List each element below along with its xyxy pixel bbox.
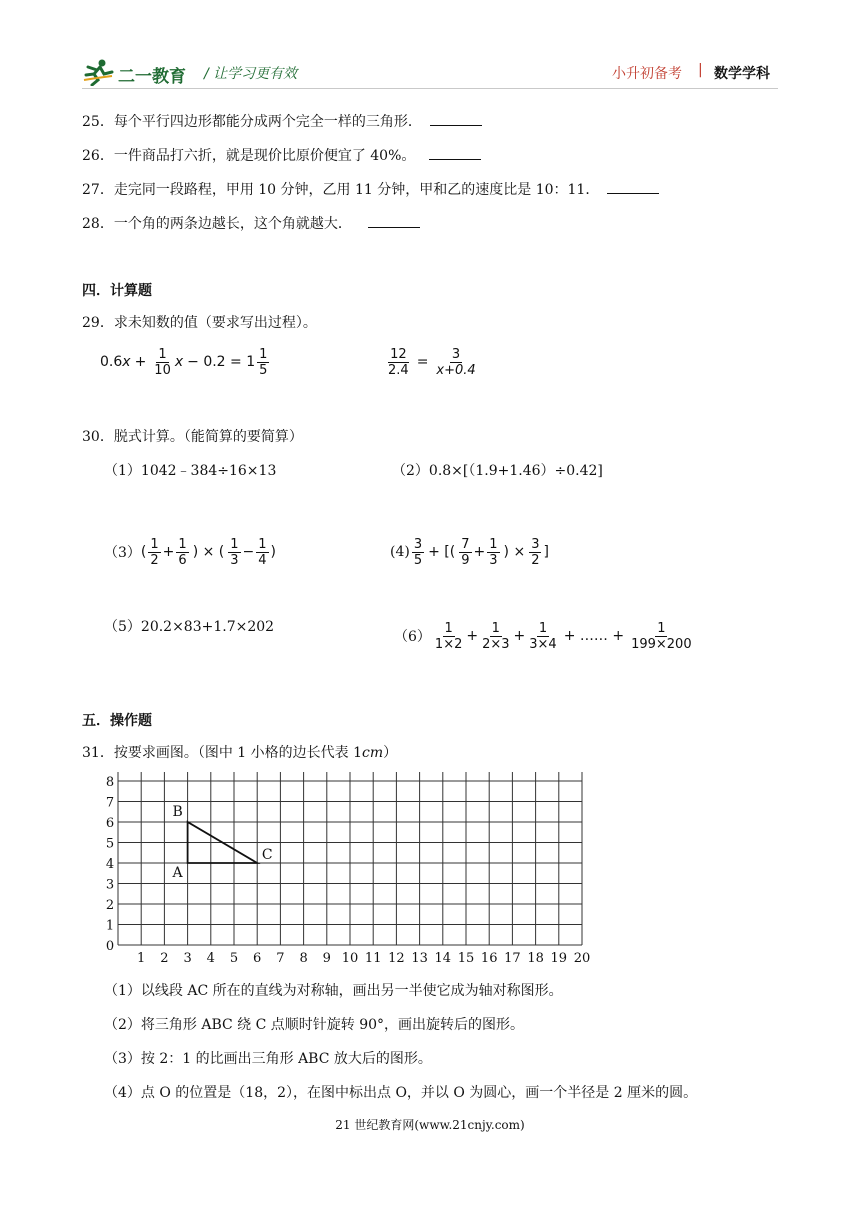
problem-6 <box>394 618 696 654</box>
task-4: （4）点 O 的位置是（18，2），在图中标出点 O，并以 O 为圆心，画一个半径是 2 厘米的圆。 <box>104 1085 698 1101</box>
question-text: 26．一件商品打六折，就是现价比原价便宜了 40%。 <box>82 148 416 164</box>
question-26 <box>82 146 481 165</box>
op: + <box>162 544 175 560</box>
problem-3 <box>104 534 276 570</box>
equation-1 <box>100 344 271 380</box>
logo-text: 二一教育 <box>118 67 186 87</box>
subject: 数学学科 <box>714 66 770 82</box>
question-30: 30．脱式计算。（能简算的要简算） <box>82 429 303 445</box>
eq-op: = <box>416 354 429 370</box>
fraction: $\frac{1}{4}$ <box>258 536 267 568</box>
y-tick-label: 7 <box>105 795 115 811</box>
header <box>82 56 778 88</box>
fraction: $\frac{1}{3}$ <box>230 536 239 568</box>
y-tick-label: 2 <box>105 898 115 913</box>
fraction: $\frac{3}{5}$ <box>413 536 423 568</box>
problem-2: （2）0.8×[（1.9+1.46）÷0.42] <box>392 463 603 479</box>
question-text: 28．一个角的两条边越长，这个角就越大． <box>82 216 352 232</box>
problem-label: （6） <box>394 629 431 645</box>
x-tick-label: 13 <box>411 951 428 966</box>
problem-4 <box>390 534 549 570</box>
fraction: $\frac{3}{x+0.4}$ <box>436 346 476 378</box>
answer-blank[interactable] <box>430 112 482 126</box>
point-label-c: C <box>261 847 273 863</box>
answer-blank[interactable] <box>607 180 659 194</box>
equation-2 <box>384 344 480 380</box>
question-29: 29．求未知数的值（要求写出过程）。 <box>82 315 317 331</box>
exam-type: 小升初备考 <box>612 66 682 82</box>
question-text: 27．走完同一段路程，甲用 10 分钟，乙用 11 分钟，甲和乙的速度比是 10：11． <box>82 182 600 198</box>
op: + <box>513 628 526 644</box>
fraction: $\frac{1}{1\times 2}$ <box>434 620 463 652</box>
y-tick-label: 6 <box>105 816 115 831</box>
eq-term: 0.6 <box>100 354 123 370</box>
x-tick-label: 12 <box>388 951 405 966</box>
y-tick-label: 3 <box>105 877 115 893</box>
y-tick-label: 0 <box>105 939 115 954</box>
fraction: $\frac{1}{199\times 200}$ <box>631 620 692 652</box>
y-tick-label: 8 <box>105 775 115 790</box>
problem-label: （3） <box>104 545 141 561</box>
question-25 <box>82 112 482 131</box>
point-label-b: B <box>172 804 183 820</box>
footer: 21 世纪教育网(www.21cnjy.com) <box>335 1118 525 1132</box>
coordinate-grid <box>96 772 606 972</box>
unit: cm <box>361 745 384 761</box>
bracket: ] <box>543 544 549 560</box>
answer-blank[interactable] <box>429 146 481 160</box>
eq-op: − 0.2 = 1 <box>187 354 256 370</box>
op: − <box>242 544 255 560</box>
fraction: $\frac{7}{9}$ <box>461 536 470 568</box>
x-tick-label: 6 <box>253 951 262 966</box>
header-divider: | <box>698 62 703 78</box>
fraction: $\frac{1}{6}$ <box>178 536 187 568</box>
fraction: $\frac{1}{5}$ <box>259 346 268 378</box>
x-tick-label: 9 <box>322 951 331 966</box>
x-tick-label: 19 <box>550 951 568 966</box>
point-label-a: A <box>172 865 183 881</box>
runner-logo-icon <box>82 58 116 86</box>
x-tick-label: 4 <box>206 951 215 966</box>
x-tick-label: 3 <box>183 951 192 966</box>
op: + [( <box>428 544 456 560</box>
op: ) × ( <box>192 544 225 560</box>
y-tick-label: 1 <box>105 918 115 934</box>
slogan: / 让学习更有效 <box>204 66 298 82</box>
x-tick-label: 11 <box>364 951 382 966</box>
question-28 <box>82 214 420 233</box>
x-tick-label: 8 <box>299 951 308 966</box>
op: + …… + <box>563 628 625 644</box>
y-tick-label: 4 <box>105 857 115 872</box>
question-31 <box>82 744 397 762</box>
question-27 <box>82 180 659 199</box>
answer-blank[interactable] <box>368 214 420 228</box>
question-text: 25．每个平行四边形都能分成两个完全一样的三角形． <box>82 114 422 130</box>
problem-1: （1）1042﹣384÷16×13 <box>104 463 277 479</box>
y-tick-label: 5 <box>105 836 115 852</box>
x-tick-label: 20 <box>573 951 591 966</box>
paren: ) <box>270 544 277 560</box>
x-tick-label: 14 <box>434 951 452 966</box>
x-tick-label: 17 <box>504 951 521 966</box>
op: + <box>466 628 479 644</box>
x-tick-label: 2 <box>160 951 169 966</box>
task-2: （2）将三角形 ABC 绕 C 点顺时针旋转 90°，画出旋转后的图形。 <box>104 1017 525 1033</box>
header-rule <box>82 88 778 89</box>
x-tick-label: 10 <box>341 951 359 966</box>
eq-var: x <box>174 354 184 370</box>
fraction: $\frac{1}{10}$ <box>154 346 171 378</box>
x-tick-label: 16 <box>480 951 498 966</box>
x-tick-label: 1 <box>137 951 146 966</box>
fraction: $\frac{1}{3\times 4}$ <box>529 620 557 652</box>
fraction: $\frac{3}{2}$ <box>531 536 540 568</box>
x-tick-label: 5 <box>229 951 239 966</box>
section-title-operation: 五．操作题 <box>82 713 152 729</box>
eq-op: + <box>134 354 147 370</box>
problem-label: (4) <box>390 544 410 560</box>
x-tick-label: 15 <box>457 951 475 966</box>
question-text: ） <box>383 745 398 761</box>
op: + <box>473 544 486 560</box>
task-1: （1）以线段 AC 所在的直线为对称轴，画出另一半使它成为轴对称图形。 <box>104 983 563 999</box>
eq-var: x <box>122 354 131 370</box>
fraction: $\frac{1}{2\times 3}$ <box>482 620 510 652</box>
fraction: $\frac{1}{3}$ <box>489 536 498 568</box>
section-title-calculation: 四．计算题 <box>82 283 152 299</box>
x-tick-label: 7 <box>276 951 285 966</box>
op: ) × <box>503 544 526 560</box>
question-text: 31．按要求画图。（图中 1 小格的边长代表 1 <box>82 745 362 761</box>
problem-5: （5）20.2×83+1.7×202 <box>104 619 275 635</box>
fraction: $\frac{12}{2.4}$ <box>388 346 409 378</box>
fraction: $\frac{1}{2}$ <box>150 536 159 568</box>
task-3: （3）按 2：1 的比画出三角形 ABC 放大后的图形。 <box>104 1051 432 1067</box>
x-tick-label: 18 <box>527 951 544 966</box>
paren: ( <box>140 544 147 560</box>
